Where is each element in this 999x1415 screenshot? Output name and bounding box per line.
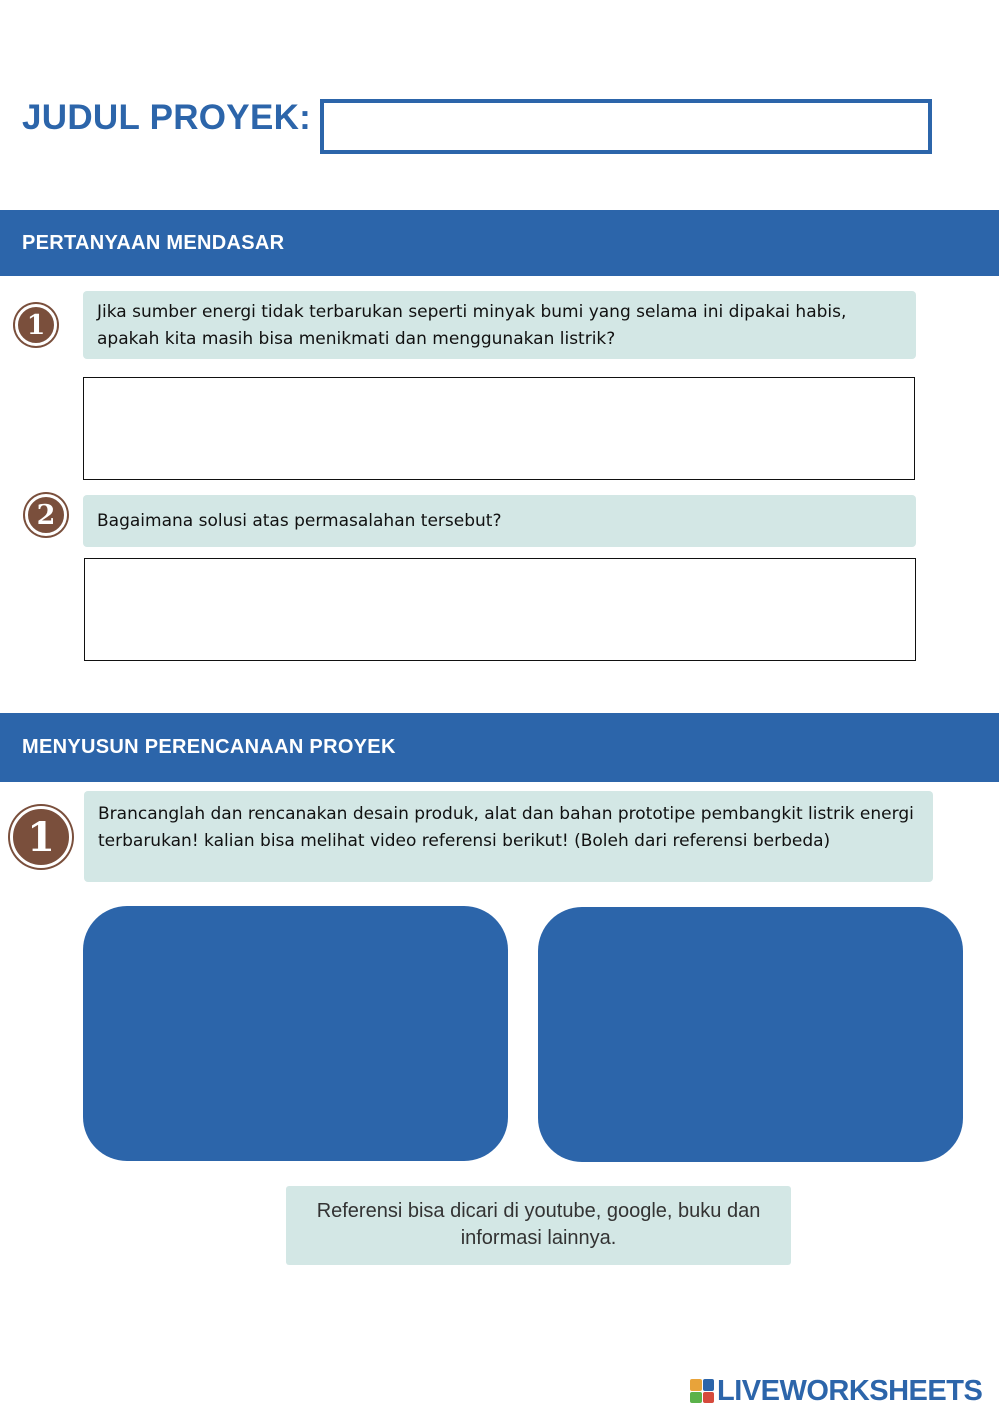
reference-video-2[interactable] <box>538 907 963 1162</box>
section-header-fundamental-questions <box>0 210 999 276</box>
answer-1-field[interactable] <box>83 377 915 480</box>
section-title: PERTANYAAN MENDASAR <box>22 231 285 254</box>
section-title: MENYUSUN PERENCANAAN PROYEK <box>22 736 396 758</box>
liveworksheets-logo-icon <box>690 1379 714 1403</box>
question-2-label: Bagaimana solusi atas permasalahan tersebut? <box>97 510 502 531</box>
question-1-text: Jika sumber energi tidak terbarukan seperti minyak bumi yang selama ini dipakai habis, apakah kita masih bisa menikmati dan menggunakan listrik? <box>83 291 916 359</box>
project-title-label: JUDUL PROYEK: <box>22 98 312 137</box>
answer-2-field[interactable] <box>84 558 916 661</box>
task-1-instruction: Brancanglah dan rencanakan desain produk, alat dan bahan prototipe pembangkit listrik energi terbarukan! kalian bisa melihat video referensi berikut! (Boleh dari referensi berbeda) <box>84 791 933 882</box>
section-header-project-planning <box>0 713 999 782</box>
number-1-badge: 1 <box>10 806 72 868</box>
question-2-text <box>83 495 916 547</box>
number-1-badge: 1 <box>15 304 57 346</box>
reference-note: Referensi bisa dicari di youtube, google, buku dan informasi lainnya. <box>286 1186 791 1265</box>
number-2-badge: 2 <box>25 494 67 536</box>
logo-text: LIVEWORKSHEETS <box>717 1374 983 1407</box>
reference-video-1[interactable] <box>83 906 508 1161</box>
project-title-input[interactable] <box>320 99 932 154</box>
liveworksheets-logo <box>690 1372 982 1410</box>
